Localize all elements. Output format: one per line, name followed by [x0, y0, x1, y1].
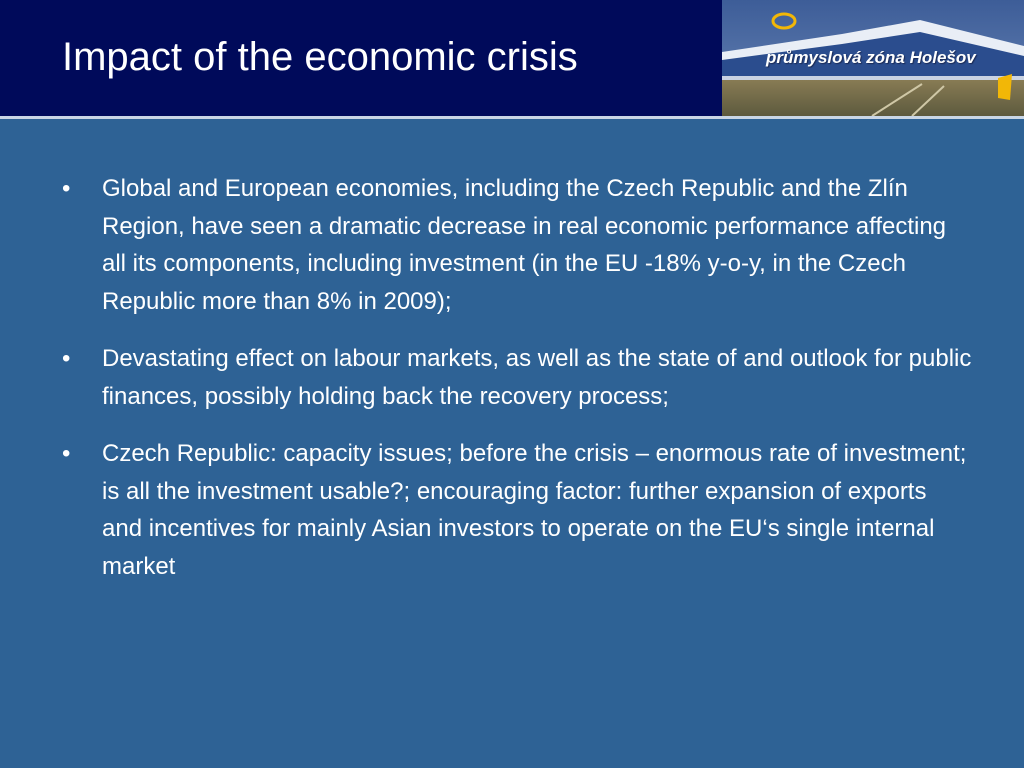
logo [722, 0, 1024, 116]
bullet-text: Czech Republic: capacity issues; before the crisis – enormous rate of investment; is all the investment usable?; encouraging factor: further expansion of exports and incentives for mainly Asian investors to operate on the EU‘s single internal market [102, 440, 967, 580]
bullet-text: Devastating effect on labour markets, as well as the state of and outlook for public finances, possibly holding back the recovery process; [102, 345, 972, 410]
header-divider [0, 116, 1024, 119]
bullet-icon: • [62, 345, 71, 372]
bullet-list [62, 170, 972, 605]
bullet-item [62, 340, 972, 415]
title-bar [0, 0, 1024, 116]
logo-text: průmyslová zóna Holešov [766, 48, 976, 67]
slide-title: Impact of the economic crisis [62, 35, 578, 79]
bullet-item [62, 435, 972, 585]
bullet-icon: • [62, 440, 71, 467]
bullet-text: Global and European economies, including the Czech Republic and the Zlín Region, have seen a dramatic decrease in real economic performance affecting all its components, including investment (in the EU -18% y-o-y, in the Czech Republic more than 8% in 2009); [102, 175, 947, 315]
bullet-item [62, 170, 972, 320]
bullet-icon: • [62, 175, 71, 202]
